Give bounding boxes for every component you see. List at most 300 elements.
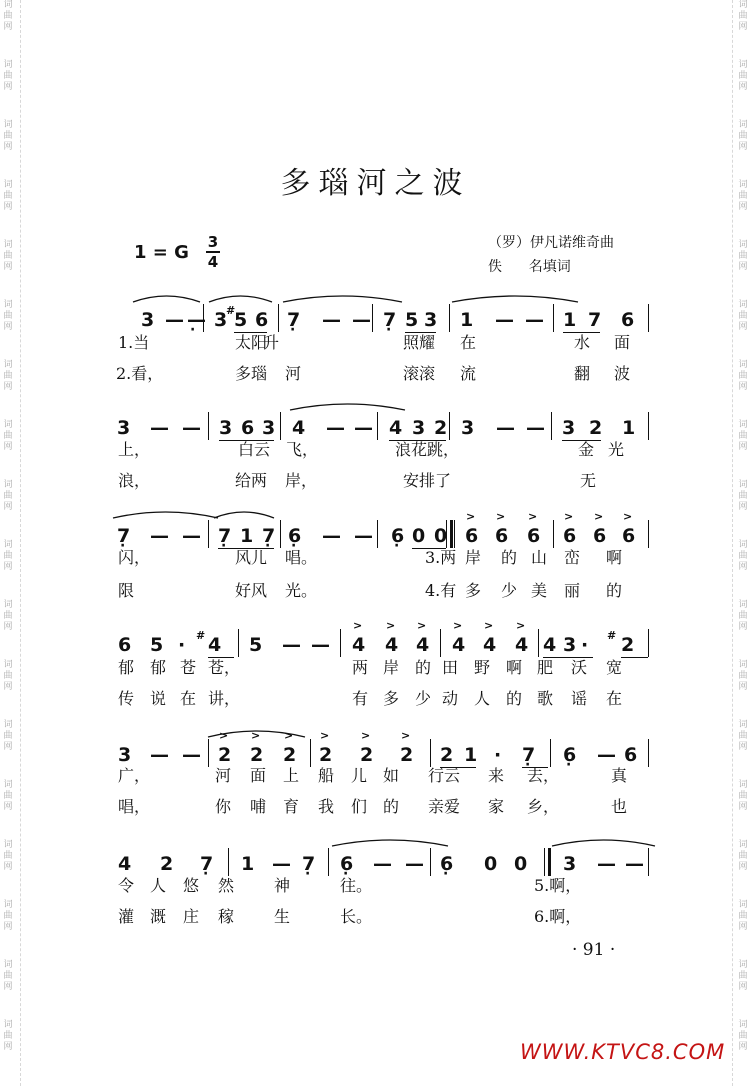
note: 2 [589,417,603,439]
lyric-line [0,545,751,571]
repeat-sign [544,848,551,876]
note: 7 · [522,745,535,765]
accent-mark: > [453,619,463,632]
note: 2 [319,744,333,766]
note: — [322,309,341,331]
side-watermark-char: 曲 [738,491,748,501]
lyric-word: 我 [318,797,335,816]
bar-line [238,629,239,657]
lyric-word: 面 [614,333,631,352]
composer-credit: （罗）伊凡诺维奇曲 [488,235,614,251]
note: 4 [543,634,557,656]
lyric-word: 溉 [150,907,167,926]
slur [290,404,405,410]
side-watermark-char: 词 [738,180,748,190]
side-watermark-char: 曲 [738,131,748,141]
lyric-word: 飞， [286,440,319,459]
note: 0 [484,853,498,875]
lyric-word: 太阳 [235,333,268,352]
page-number: · 91 · [572,940,616,960]
side-watermark-char: 曲 [3,551,13,561]
side-watermark-char: 词 [3,480,13,490]
bar-line [203,304,204,332]
accent-mark: > [386,619,396,632]
lyric-word: 浪， [118,471,151,490]
lyric-word: 的 [606,581,623,600]
side-watermark-char: 曲 [3,911,13,921]
side-watermark-char: 网 [3,142,13,152]
note: 5 [150,634,164,656]
lyric-word: 谣 [571,689,588,708]
note: · [581,634,589,656]
accent-mark: > [353,619,363,632]
side-watermark-char: 词 [738,780,748,790]
side-watermark-char: 网 [738,82,748,92]
accent-mark: > [496,510,506,523]
lyric-word: 宽 [606,658,623,677]
note: — [354,417,373,439]
side-watermark-char: 网 [3,622,13,632]
lyric-word: 面 [250,766,267,785]
lyric-word: 真 [611,766,628,785]
slur-group [0,290,751,306]
bar-line-end [648,412,649,440]
lyric-line [0,330,751,356]
side-watermark-char: 词 [738,420,748,430]
note: 6 · [391,526,404,546]
note: — [182,525,201,547]
note: — [373,853,392,875]
note: — [405,853,424,875]
lyric-word: 河 [215,766,232,785]
note: 4 [118,853,132,875]
lyric-word: 歌 [537,689,554,708]
side-watermark-char: 曲 [738,371,748,381]
lyric-line [0,578,751,604]
side-watermark-char: 词 [738,480,748,490]
note: 2 [440,744,454,766]
bar-line [454,520,455,548]
side-watermark-char: 词 [3,0,13,10]
lyric-line [0,655,751,681]
side-watermark-char: 网 [738,322,748,332]
side-watermark-char: 词 [3,240,13,250]
note: 0 [514,853,528,875]
side-watermark-char: 词 [738,60,748,70]
side-watermark-char: 曲 [738,791,748,801]
slur-group [0,725,751,741]
lyric-word: 传 [118,689,135,708]
lyricist-credit: 佚 名填词 [488,259,571,275]
note: — [326,417,345,439]
note: 1 [622,417,636,439]
note: 2 [621,634,635,656]
bar-line [278,304,279,332]
note: 4 [515,634,529,656]
bar-line-end [648,520,649,548]
side-watermark-char: 曲 [738,611,748,621]
side-watermark-char: 网 [3,322,13,332]
lyric-word: 浪花跳， [395,440,460,459]
note: — [150,744,169,766]
time-sig-bottom: 4 [207,253,219,271]
sharp-sign: # [226,304,236,317]
bar-line [551,412,552,440]
lyric-word: 去， [527,766,560,785]
lyric-word: 来 [488,766,505,785]
note: 7 · [117,526,130,546]
lyric-word: 在 [460,333,477,352]
side-watermark-char: 词 [738,120,748,130]
lyric-word: 说 [150,689,167,708]
lyric-word: 郁 [150,658,167,677]
lyric-word: 有 [352,689,369,708]
side-watermark-char: 词 [738,0,748,10]
bar-line [648,848,649,876]
lyric-word: 行云 [428,766,461,785]
time-signature [206,234,220,270]
side-watermark-char: 网 [3,982,13,992]
side-watermark-char: 词 [3,900,13,910]
lyric-word: 苍， [208,658,241,677]
note: 1 [460,309,474,331]
side-watermark-char: 词 [3,540,13,550]
side-watermark-char: 网 [738,22,748,32]
note: 6 · [340,854,353,874]
side-watermark-char: 网 [3,922,13,932]
side-watermark-char: 词 [3,960,13,970]
lyric-word: 的 [383,797,400,816]
lyric-word: 光 [608,440,625,459]
lyric-word: 育 [283,797,300,816]
side-watermark-char: 网 [3,82,13,92]
lyric-word: 船 [318,766,335,785]
lyric-word: 的 [506,689,523,708]
note: 7 · [383,310,396,330]
side-watermark-char: 曲 [3,671,13,681]
note: 6 [241,417,255,439]
lyric-word: 稼 [218,907,235,926]
side-watermark-char: 词 [738,540,748,550]
note: — [311,634,330,656]
note: 2 [434,417,448,439]
lyric-word: 光。 [285,581,318,600]
slur [113,512,218,518]
lyric-word: 丽 [564,581,581,600]
side-watermark-char: 网 [3,202,13,212]
side-watermark-char: 网 [3,562,13,572]
key-signature: 1 = G [134,242,189,263]
lyric-word: 苍 [180,658,197,677]
lyric-word: 动 [442,689,459,708]
note: 4 [385,634,399,656]
bar-line [377,412,378,440]
accent-mark: > [401,729,411,742]
lyric-word: 啊 [506,658,523,677]
bar-line-end [648,629,649,657]
slur [332,840,448,846]
site-watermark: WWW.KTVC8.COM [520,1040,726,1064]
note: — [352,309,371,331]
side-watermark-char: 网 [738,922,748,932]
side-watermark-char: 网 [738,682,748,692]
side-watermark-char: 网 [3,862,13,872]
accent-mark: > [284,729,294,742]
accent-mark: > [516,619,526,632]
note: 7 [588,309,602,331]
note: 3 [461,417,475,439]
note: 3 [219,417,233,439]
side-watermark-char: 词 [3,600,13,610]
side-watermark-char: 词 [3,360,13,370]
note: — [495,309,514,331]
side-watermark-char: 网 [3,22,13,32]
side-watermark-char: 曲 [738,11,748,21]
note: 6 [622,525,636,547]
side-watermark-char: 曲 [3,731,13,741]
side-watermark-char: 词 [738,300,748,310]
note: 2 [400,744,414,766]
lyric-word: 两 [352,658,369,677]
side-watermark-char: 词 [3,780,13,790]
lyric-line [0,763,751,789]
side-watermark-char: 网 [738,802,748,812]
lyric-word: 好风 [235,581,268,600]
bar-line [440,629,441,657]
note: — [526,417,545,439]
side-watermark-char: 词 [738,840,748,850]
side-watermark-char: 词 [738,1020,748,1030]
lyric-word: 在 [180,689,197,708]
lyric-word: 少 [415,689,432,708]
accent-mark: > [528,510,538,523]
note: — · [187,310,206,330]
lyric-word: 然 [218,876,235,895]
lyric-word: 照耀 [403,333,436,352]
bar-line-end [648,304,649,332]
note: 3 [563,634,577,656]
lyric-word: 多 [465,581,482,600]
note: 2 [218,744,232,766]
note: 4 [208,634,222,656]
lyric-word: 唱。 [285,548,318,567]
lyric-word: 野 [474,658,491,677]
lyric-word: 也 [611,797,628,816]
side-watermark-char: 曲 [738,431,748,441]
song-title: 多瑙河之波 [280,166,471,201]
bar-line [208,412,209,440]
accent-mark: > [251,729,261,742]
side-watermark-char: 曲 [3,1031,13,1041]
side-watermark-char: 词 [738,900,748,910]
lyric-word: 给两 [235,471,268,490]
lyric-word: 5.啊， [534,876,582,895]
lyric-line [0,686,751,712]
side-watermark-char: 网 [738,742,748,752]
note: 3 [563,853,577,875]
note: — [182,417,201,439]
note: 6 [527,525,541,547]
accent-mark: > [564,510,574,523]
note: 5 [234,309,248,331]
side-watermark-char: 曲 [3,311,13,321]
side-watermark-char: 词 [3,180,13,190]
lyric-word: 限 [118,581,135,600]
side-watermark-char: 词 [3,300,13,310]
side-watermark-char: 曲 [3,131,13,141]
side-watermark-char: 词 [738,600,748,610]
side-watermark-char: 网 [738,502,748,512]
note: 6 · [563,745,576,765]
side-watermark-char: 曲 [738,71,748,81]
lyric-word: 广， [118,766,151,785]
lyric-word: 闪， [118,548,151,567]
side-watermark-char: 词 [738,240,748,250]
accent-mark: > [623,510,633,523]
side-watermark-char: 曲 [3,851,13,861]
side-watermark-char: 网 [738,262,748,272]
accent-mark: > [361,729,371,742]
slur-group [0,834,751,850]
note: — [282,634,301,656]
note: — [322,525,341,547]
lyric-word: 悠 [183,876,200,895]
note: · [178,634,186,656]
bar-line [377,520,378,548]
lyric-word: 4.有 [425,581,457,600]
lyric-word: 的 [415,658,432,677]
bar-line [538,629,539,657]
side-watermark-char: 网 [3,802,13,812]
side-watermark-char: 词 [3,1020,13,1030]
bar-line [430,848,431,876]
note: 6 [563,525,577,547]
bar-line [328,848,329,876]
lyric-word: 河 [285,364,302,383]
note: 4 [483,634,497,656]
side-watermark-char: 曲 [738,191,748,201]
side-watermark-char: 曲 [3,191,13,201]
lyric-word: 上 [283,766,300,785]
side-watermark-char: 曲 [3,791,13,801]
side-watermark-char: 网 [3,682,13,692]
bar-line [553,520,554,548]
note: 5 [249,634,263,656]
accent-mark: > [320,729,330,742]
note: — [597,744,616,766]
lyric-word: 人 [474,689,491,708]
side-watermark-char: 曲 [738,671,748,681]
side-watermark-char: 网 [3,502,13,512]
lyric-word: 山 [531,548,548,567]
lyric-line [0,904,751,930]
side-watermark-char: 网 [738,142,748,152]
lyric-line [0,794,751,820]
note: 6 [621,309,635,331]
side-watermark-char: 词 [738,720,748,730]
bar-line [280,520,281,548]
lyric-word: 6.啊， [534,907,582,926]
lyric-word: 生 [274,907,291,926]
lyric-word: 翻 [574,364,591,383]
accent-mark: > [594,510,604,523]
lyric-word: 水 [574,333,591,352]
note: 2 [360,744,374,766]
note: 6 [624,744,638,766]
side-watermark-char: 词 [3,720,13,730]
lyric-word: 沃 [571,658,588,677]
side-watermark-char: 网 [738,622,748,632]
bar-line [449,412,450,440]
slur-group [0,398,751,414]
side-watermark-char: 曲 [738,851,748,861]
lyric-word: 多瑙 [235,364,268,383]
note: 3 [118,744,132,766]
note: — [272,853,291,875]
lyric-word: 如 [383,766,400,785]
lyric-word: 美 [531,581,548,600]
lyric-word: 田 [442,658,459,677]
note: 1 [241,853,255,875]
lyric-word: 神 [274,876,291,895]
lyric-word: 的 [501,548,518,567]
note: 3 [562,417,576,439]
side-watermark-char: 曲 [3,11,13,21]
lyric-word: 肥 [537,658,554,677]
side-watermark-char: 曲 [3,431,13,441]
slur [452,296,578,302]
side-watermark-char: 网 [3,1042,13,1052]
lyric-line [0,873,751,899]
lyric-word: 岸 [383,658,400,677]
note: 7 · [262,526,275,546]
side-watermark-char: 网 [738,202,748,212]
lyric-word: 庄 [183,907,200,926]
lyric-word: 儿 [351,766,368,785]
side-watermark-char: 词 [3,420,13,430]
note: 3 [141,309,155,331]
side-watermark-char: 曲 [738,1031,748,1041]
note: — [182,744,201,766]
lyric-word: 3.两 [425,548,457,567]
note: 7 · [302,854,315,874]
lyric-line [0,468,751,494]
lyric-word: 流 [460,364,477,383]
side-watermark-char: 词 [738,360,748,370]
slur [552,840,655,846]
bar-line [340,629,341,657]
note: · [494,744,502,766]
bar-line [208,520,209,548]
note: 6 [118,634,132,656]
lyric-word: 郁 [118,658,135,677]
lyric-word: 长。 [340,907,373,926]
slur [283,296,402,302]
lyric-word: 哺 [250,797,267,816]
note: 4 [389,417,403,439]
bar-line [553,304,554,332]
note: — [150,525,169,547]
lyric-word: 乡， [527,797,560,816]
note: 7 · [287,310,300,330]
accent-mark: > [417,619,427,632]
side-watermark-char: 网 [738,562,748,572]
lyric-word: 们 [351,797,368,816]
note: 2 [283,744,297,766]
side-watermark-char: 曲 [738,311,748,321]
note: 1 [240,525,254,547]
note: 0 [412,525,426,547]
